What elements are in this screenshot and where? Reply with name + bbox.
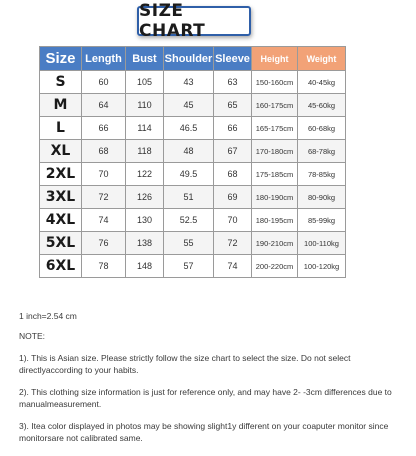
length-cell: 64 [82, 94, 126, 117]
shoulder-cell: 46.5 [164, 117, 214, 140]
table-row [40, 232, 346, 255]
sleeve-cell: 65 [214, 94, 252, 117]
weight-cell: 100-110kg [298, 232, 346, 255]
table-row [40, 186, 346, 209]
bust-cell: 105 [126, 71, 164, 94]
height-cell: 200-220cm [252, 255, 298, 278]
bust-cell: 138 [126, 232, 164, 255]
inch-conversion: 1 inch=2.54 cm [19, 311, 77, 321]
sleeve-cell: 72 [214, 232, 252, 255]
length-cell: 68 [82, 140, 126, 163]
length-cell: 74 [82, 209, 126, 232]
shoulder-cell: 55 [164, 232, 214, 255]
weight-cell: 40-45kg [298, 71, 346, 94]
bust-cell: 148 [126, 255, 164, 278]
shoulder-cell: 43 [164, 71, 214, 94]
length-cell: 66 [82, 117, 126, 140]
table-row [40, 71, 346, 94]
size-cell: 2XL [40, 163, 82, 186]
table-row [40, 255, 346, 278]
shoulder-cell: 49.5 [164, 163, 214, 186]
header-length: Length [82, 47, 126, 71]
header-sleeve: Sleeve [214, 47, 252, 71]
height-cell: 180-190cm [252, 186, 298, 209]
table-row [40, 117, 346, 140]
length-cell: 70 [82, 163, 126, 186]
bust-cell: 126 [126, 186, 164, 209]
header-weight: Weight [298, 47, 346, 71]
size-cell: S [40, 71, 82, 94]
note-2: 2). This clothing size information is just for reference only, and may have 2- -3cm differences due to manualmeasurement. [19, 387, 392, 409]
table-row [40, 163, 346, 186]
height-cell: 165-175cm [252, 117, 298, 140]
shoulder-cell: 48 [164, 140, 214, 163]
size-cell: XL [40, 140, 82, 163]
size-chart-table [39, 46, 346, 278]
shoulder-cell: 51 [164, 186, 214, 209]
height-cell: 175-185cm [252, 163, 298, 186]
height-cell: 180-195cm [252, 209, 298, 232]
shoulder-cell: 57 [164, 255, 214, 278]
header-height: Height [252, 47, 298, 71]
height-cell: 170-180cm [252, 140, 298, 163]
notes-section [19, 310, 414, 444]
table-row [40, 209, 346, 232]
length-cell: 76 [82, 232, 126, 255]
sleeve-cell: 67 [214, 140, 252, 163]
weight-cell: 68-78kg [298, 140, 346, 163]
sleeve-cell: 69 [214, 186, 252, 209]
sleeve-cell: 74 [214, 255, 252, 278]
shoulder-cell: 52.5 [164, 209, 214, 232]
size-cell: 6XL [40, 255, 82, 278]
weight-cell: 85-99kg [298, 209, 346, 232]
sleeve-cell: 68 [214, 163, 252, 186]
header-shoulder: Shoulder [164, 47, 214, 71]
weight-cell: 80-90kg [298, 186, 346, 209]
table-row [40, 140, 346, 163]
length-cell: 72 [82, 186, 126, 209]
note-label: NOTE: [19, 331, 45, 341]
size-cell: 5XL [40, 232, 82, 255]
height-cell: 160-175cm [252, 94, 298, 117]
sleeve-cell: 66 [214, 117, 252, 140]
bust-cell: 114 [126, 117, 164, 140]
length-cell: 60 [82, 71, 126, 94]
bust-cell: 130 [126, 209, 164, 232]
size-cell: L [40, 117, 82, 140]
size-cell: M [40, 94, 82, 117]
note-3: 3). Itea color displayed in photos may be showing slight1y different on your coaputer monitor since monitorsare not calibrated same. [19, 421, 389, 443]
sleeve-cell: 63 [214, 71, 252, 94]
height-cell: 150-160cm [252, 71, 298, 94]
table-header-row [40, 47, 346, 71]
size-chart-title: SIZE CHART [137, 6, 251, 36]
weight-cell: 45-60kg [298, 94, 346, 117]
table-row [40, 94, 346, 117]
weight-cell: 100-120kg [298, 255, 346, 278]
bust-cell: 122 [126, 163, 164, 186]
header-size: Size [40, 47, 82, 71]
size-cell: 4XL [40, 209, 82, 232]
note-1: 1). This is Asian size. Please strictly follow the size chart to select the size. Do not select directlyaccording to your habits. [19, 353, 351, 375]
sleeve-cell: 70 [214, 209, 252, 232]
bust-cell: 118 [126, 140, 164, 163]
height-cell: 190-210cm [252, 232, 298, 255]
shoulder-cell: 45 [164, 94, 214, 117]
bust-cell: 110 [126, 94, 164, 117]
length-cell: 78 [82, 255, 126, 278]
weight-cell: 78-85kg [298, 163, 346, 186]
weight-cell: 60-68kg [298, 117, 346, 140]
size-cell: 3XL [40, 186, 82, 209]
header-bust: Bust [126, 47, 164, 71]
